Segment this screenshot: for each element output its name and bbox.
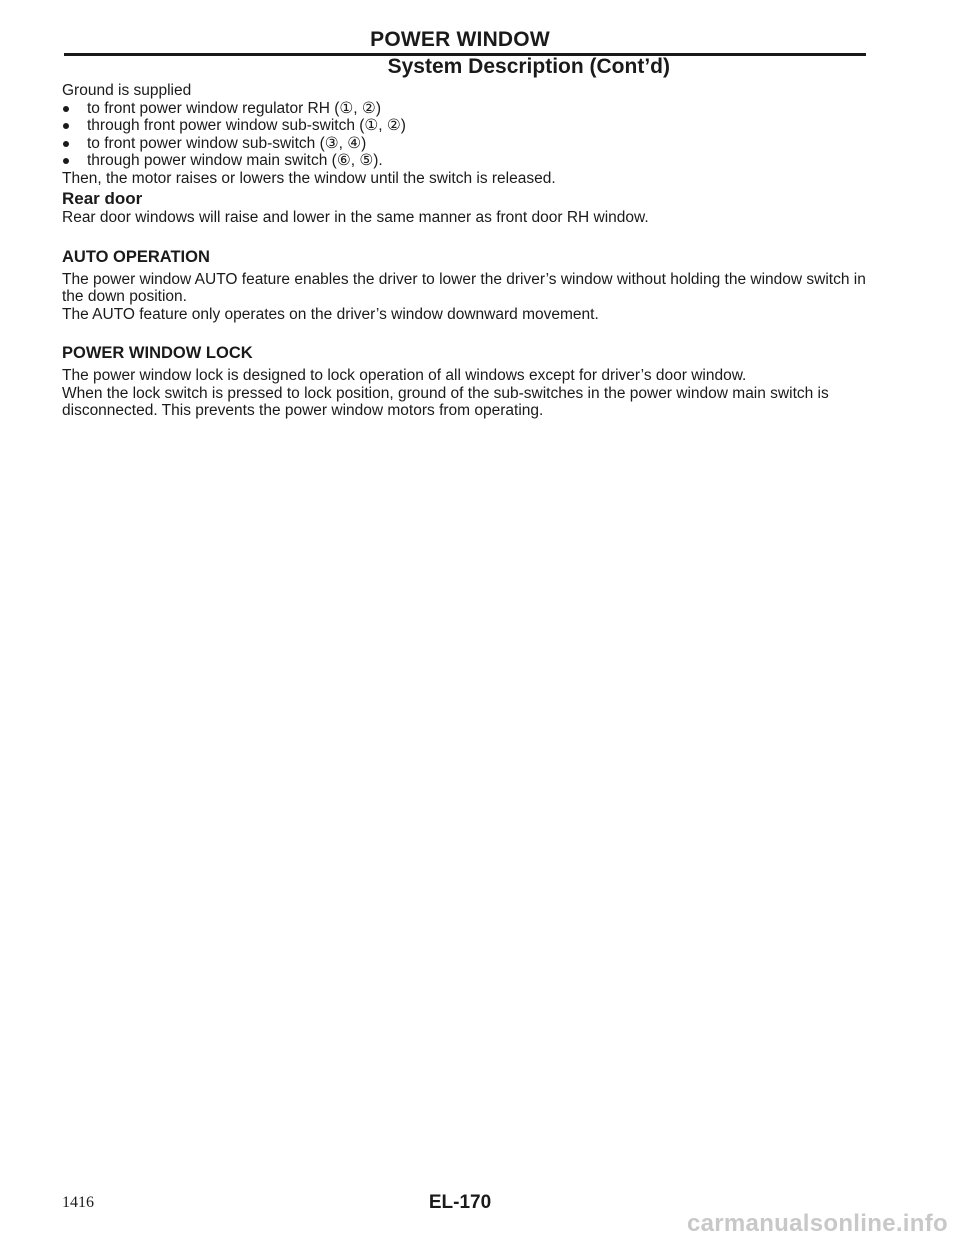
ground-line: Ground is supplied	[62, 82, 192, 99]
bullet-item: through front power window sub-switch (①, ②)	[62, 117, 872, 135]
bullet-item: through power window main switch (⑥, ⑤).	[62, 152, 872, 170]
auto-operation-heading: AUTO OPERATION	[62, 247, 210, 266]
main-content	[62, 82, 872, 420]
rear-door-text: Rear door windows will raise and lower in the same manner as front door RH window.	[62, 209, 649, 226]
rear-door-heading: Rear door	[62, 189, 143, 208]
auto-operation-text-1: The power window AUTO feature enables the driver to lower the driver’s window without holding the window switch in the down position.	[62, 270, 866, 305]
window-lock-text-2: When the lock switch is pressed to lock position, ground of the sub-switches in the power window main switch is disconnected. This prevents the power window motors from operating.	[62, 384, 829, 419]
auto-operation-text-2: The AUTO feature only operates on the driver’s window downward movement.	[62, 305, 599, 323]
ground-bullet-list	[62, 100, 872, 170]
window-lock-text-1: The power window lock is designed to lock operation of all windows except for driver’s door window.	[62, 367, 747, 384]
page-number: 1416	[62, 1194, 94, 1211]
watermark: carmanualsonline.info	[686, 1210, 948, 1237]
bullet-item: to front power window regulator RH (①, ②)	[62, 100, 872, 118]
window-lock-heading: POWER WINDOW LOCK	[62, 344, 253, 362]
section-title: System Description (Cont’d)	[387, 55, 670, 78]
then-line: Then, the motor raises or lowers the window until the switch is released.	[62, 169, 556, 187]
page-code: EL-170	[428, 1192, 492, 1213]
bullet-item: to front power window sub-switch (③, ④)	[62, 135, 872, 153]
page-title: POWER WINDOW	[370, 28, 550, 51]
